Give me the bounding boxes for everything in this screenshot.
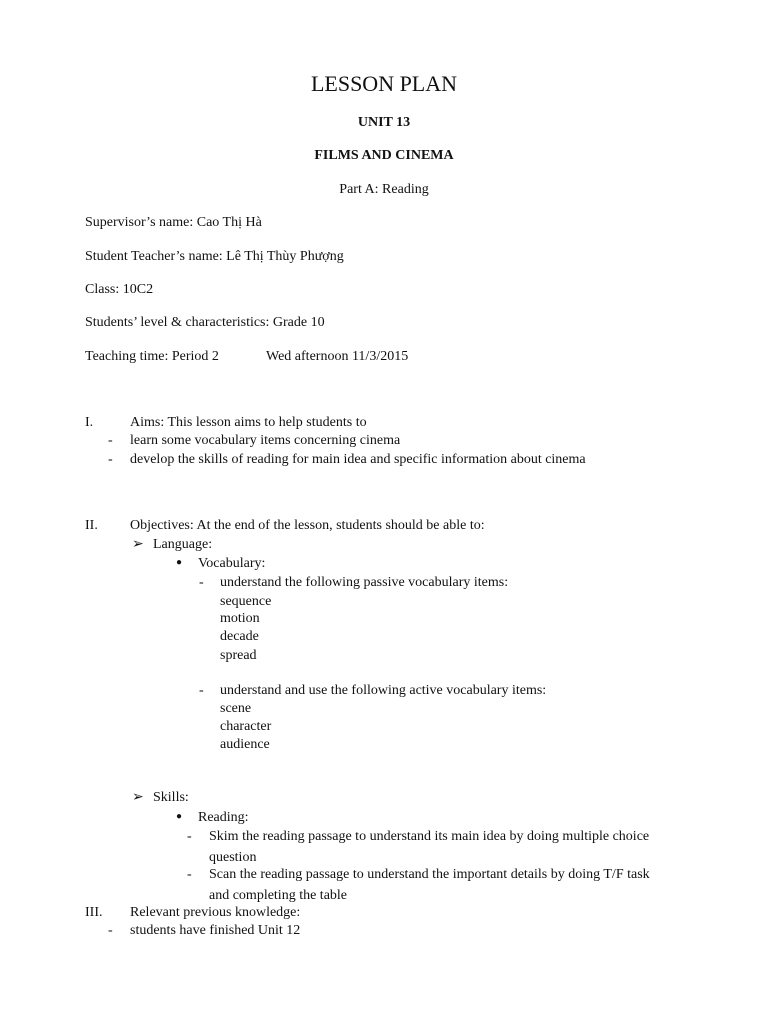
skim-task-line: question — [209, 850, 257, 865]
section-2-number: II. — [85, 518, 98, 533]
page-title: LESSON PLAN — [310, 71, 458, 96]
teaching-time-label: Teaching time: Period 2 — [85, 349, 219, 364]
vocabulary-label: Vocabulary: — [198, 556, 266, 571]
section-1-number: I. — [85, 415, 94, 430]
student-teacher-name: Student Teacher’s name: Lê Thị Thùy Phượng — [85, 249, 344, 264]
topic-heading: FILMS AND CINEMA — [314, 148, 454, 163]
dash-marker: - — [108, 923, 113, 938]
reading-label: Reading: — [198, 810, 249, 825]
scan-task-line: and completing the table — [209, 888, 348, 903]
scan-task-line: Scan the reading passage to understand the important details by doing T/F task — [209, 867, 650, 882]
active-intro: understand and use the following active vocabulary items: — [220, 683, 547, 698]
supervisor-name: Supervisor’s name: Cao Thị Hà — [85, 215, 262, 230]
unit-heading: UNIT 13 — [357, 115, 411, 130]
active-word: scene — [220, 701, 252, 716]
passive-word: motion — [220, 611, 260, 626]
section-3-heading: Relevant previous knowledge: — [130, 905, 301, 920]
language-label: Language: — [153, 537, 213, 552]
aim-item: learn some vocabulary items concerning cinema — [130, 433, 401, 448]
passive-word: decade — [220, 629, 259, 644]
teaching-time-value: Wed afternoon 11/3/2015 — [266, 349, 409, 364]
class-name: Class: 10C2 — [85, 282, 154, 297]
passive-word: sequence — [220, 594, 272, 609]
skills-label: Skills: — [153, 790, 189, 805]
dash-marker: - — [199, 575, 204, 590]
arrow-icon: ➢ — [132, 537, 144, 552]
dash-marker: - — [199, 683, 204, 698]
skim-task-line: Skim the reading passage to understand its main idea by doing multiple choice — [209, 829, 650, 844]
bullet-icon: ● — [176, 557, 183, 568]
knowledge-item: students have finished Unit 12 — [130, 923, 301, 938]
students-level: Students’ level & characteristics: Grade 10 — [85, 315, 325, 330]
aim-item: develop the skills of reading for main idea and specific information about cinema — [130, 452, 586, 467]
passive-word: spread — [220, 648, 257, 663]
dash-marker: - — [187, 867, 192, 882]
dash-marker: - — [108, 452, 113, 467]
active-word: audience — [220, 737, 270, 752]
passive-intro: understand the following passive vocabulary items: — [220, 575, 509, 590]
dash-marker: - — [108, 433, 113, 448]
dash-marker: - — [187, 829, 192, 844]
part-heading: Part A: Reading — [339, 182, 429, 197]
section-2-heading: Objectives: At the end of the lesson, students should be able to: — [130, 518, 485, 533]
bullet-icon: ● — [176, 811, 183, 822]
active-word: character — [220, 719, 272, 734]
section-3-number: III. — [85, 905, 103, 920]
section-1-heading: Aims: This lesson aims to help students to — [130, 415, 367, 430]
arrow-icon: ➢ — [132, 790, 144, 805]
